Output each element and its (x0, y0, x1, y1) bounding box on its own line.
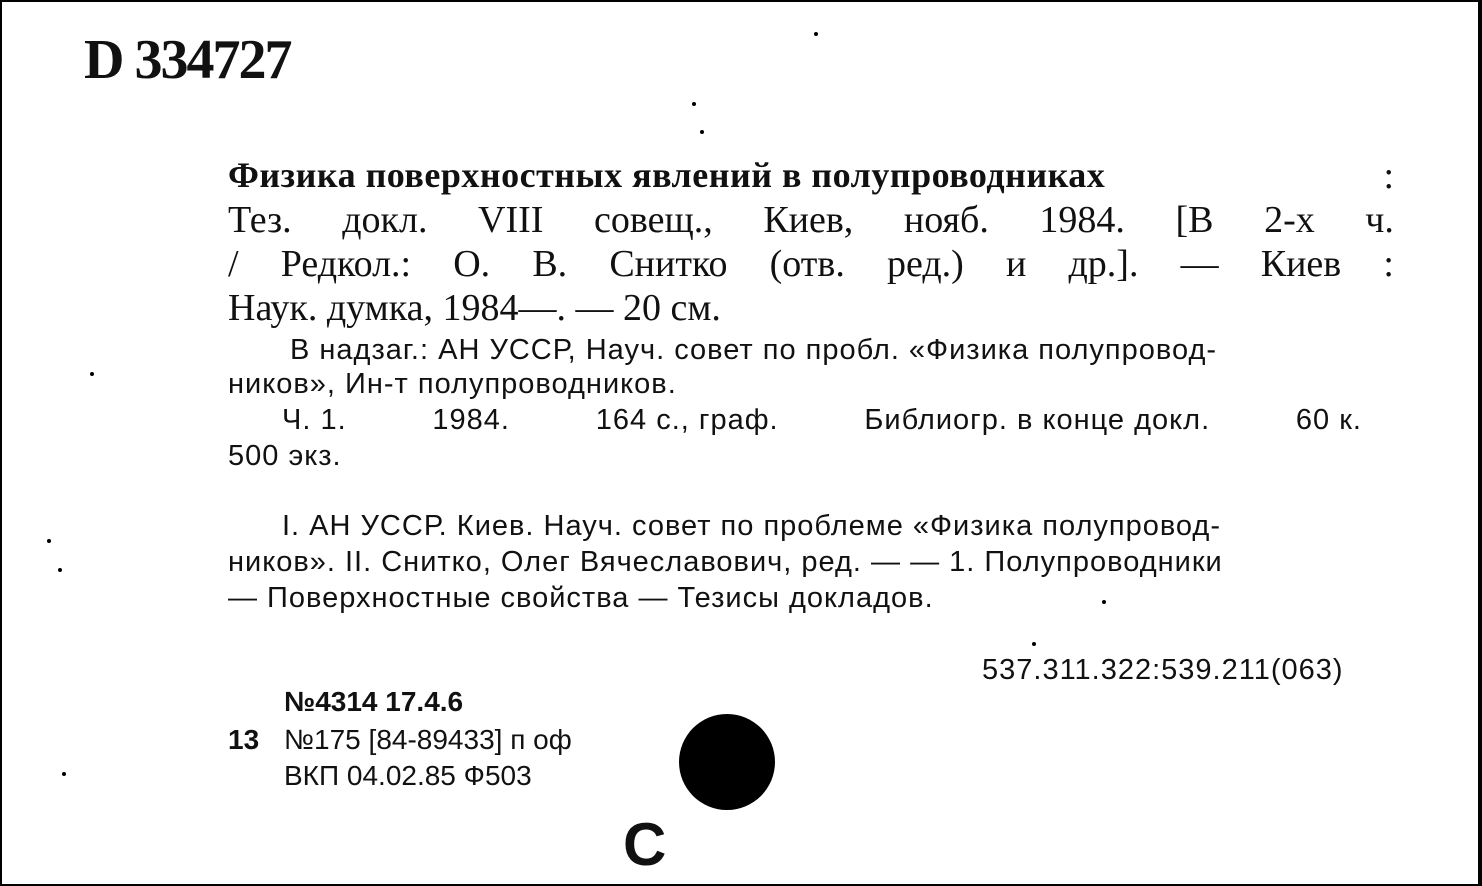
speck (47, 539, 51, 543)
title: Физика поверхностных явлений в полупроводниках (228, 155, 1106, 195)
part-pages: 164 с., граф. (595, 404, 779, 436)
tracing-line-1: I. АН УССР. Киев. Науч. совет по проблеме «Физика полупровод- (282, 510, 1221, 542)
word: / (228, 243, 239, 285)
call-number: D 334727 (84, 29, 291, 91)
word: нояб. (903, 199, 989, 241)
word: В. (532, 243, 568, 285)
word: О. (453, 243, 491, 285)
word: Снитко (609, 243, 728, 285)
production-line-3: ВКП 04.02.85 Ф503 (284, 760, 532, 791)
udc-classification: 537.311.322:539.211(063) (982, 654, 1344, 686)
part-number: Ч. 1. (282, 404, 347, 436)
speck (90, 372, 94, 376)
speck (62, 772, 66, 776)
speck (814, 32, 818, 36)
speck (700, 130, 704, 134)
part-bibliography: Библиогр. в конце докл. (864, 404, 1211, 436)
production-line-1: №4314 17.4.6 (284, 686, 464, 717)
word: : (1383, 243, 1394, 285)
tracing-line-2: ников». II. Снитко, Олег Вячеславович, ред. — — 1. Полупроводники (228, 546, 1223, 578)
word: ред.) (886, 243, 964, 285)
word: — (1180, 243, 1219, 285)
punch-hole (679, 714, 775, 810)
tracing-line-3: — Поверхностные свойства — Тезисы докладов. (228, 582, 934, 614)
word: 1984. (1039, 199, 1125, 241)
stamp-letter: С (623, 811, 667, 878)
speck (1102, 600, 1106, 604)
word: Киев, (763, 199, 854, 241)
word: VIII (478, 199, 544, 241)
word: докл. (342, 199, 428, 241)
speck (692, 102, 696, 106)
print-run: 500 экз. (228, 440, 342, 472)
imprint-line-4: Наук. думка, 1984—. — 20 см. (228, 287, 721, 329)
speck (1032, 642, 1036, 646)
note-header-cont: ников», Ин-т полупроводников. (228, 368, 677, 400)
imprint-line-3 (228, 242, 1394, 286)
part-year: 1984. (432, 404, 510, 436)
card-edge (1478, 0, 1482, 886)
title-colon: : (1383, 155, 1394, 197)
speck (58, 568, 62, 572)
production-line-2: №175 [84-89433] п оф (284, 724, 572, 755)
imprint-line-2 (228, 198, 1394, 242)
production-prefix: 13 (228, 724, 260, 755)
word: Редкол.: (280, 243, 412, 285)
word: Киев (1260, 243, 1342, 285)
word: др.]. (1068, 243, 1139, 285)
word: Тез. (228, 199, 292, 241)
word: 2-х (1264, 199, 1315, 241)
part-line (282, 404, 1362, 437)
word: совещ., (594, 199, 713, 241)
part-price: 60 к. (1295, 404, 1362, 436)
word: (отв. (769, 243, 845, 285)
word: ч. (1365, 199, 1394, 241)
note-header: В надзаг.: АН УССР, Науч. совет по пробл. «Физика полупровод- (290, 334, 1218, 366)
title-line (228, 154, 1394, 198)
word: [В (1175, 199, 1214, 241)
word: и (1005, 243, 1027, 285)
